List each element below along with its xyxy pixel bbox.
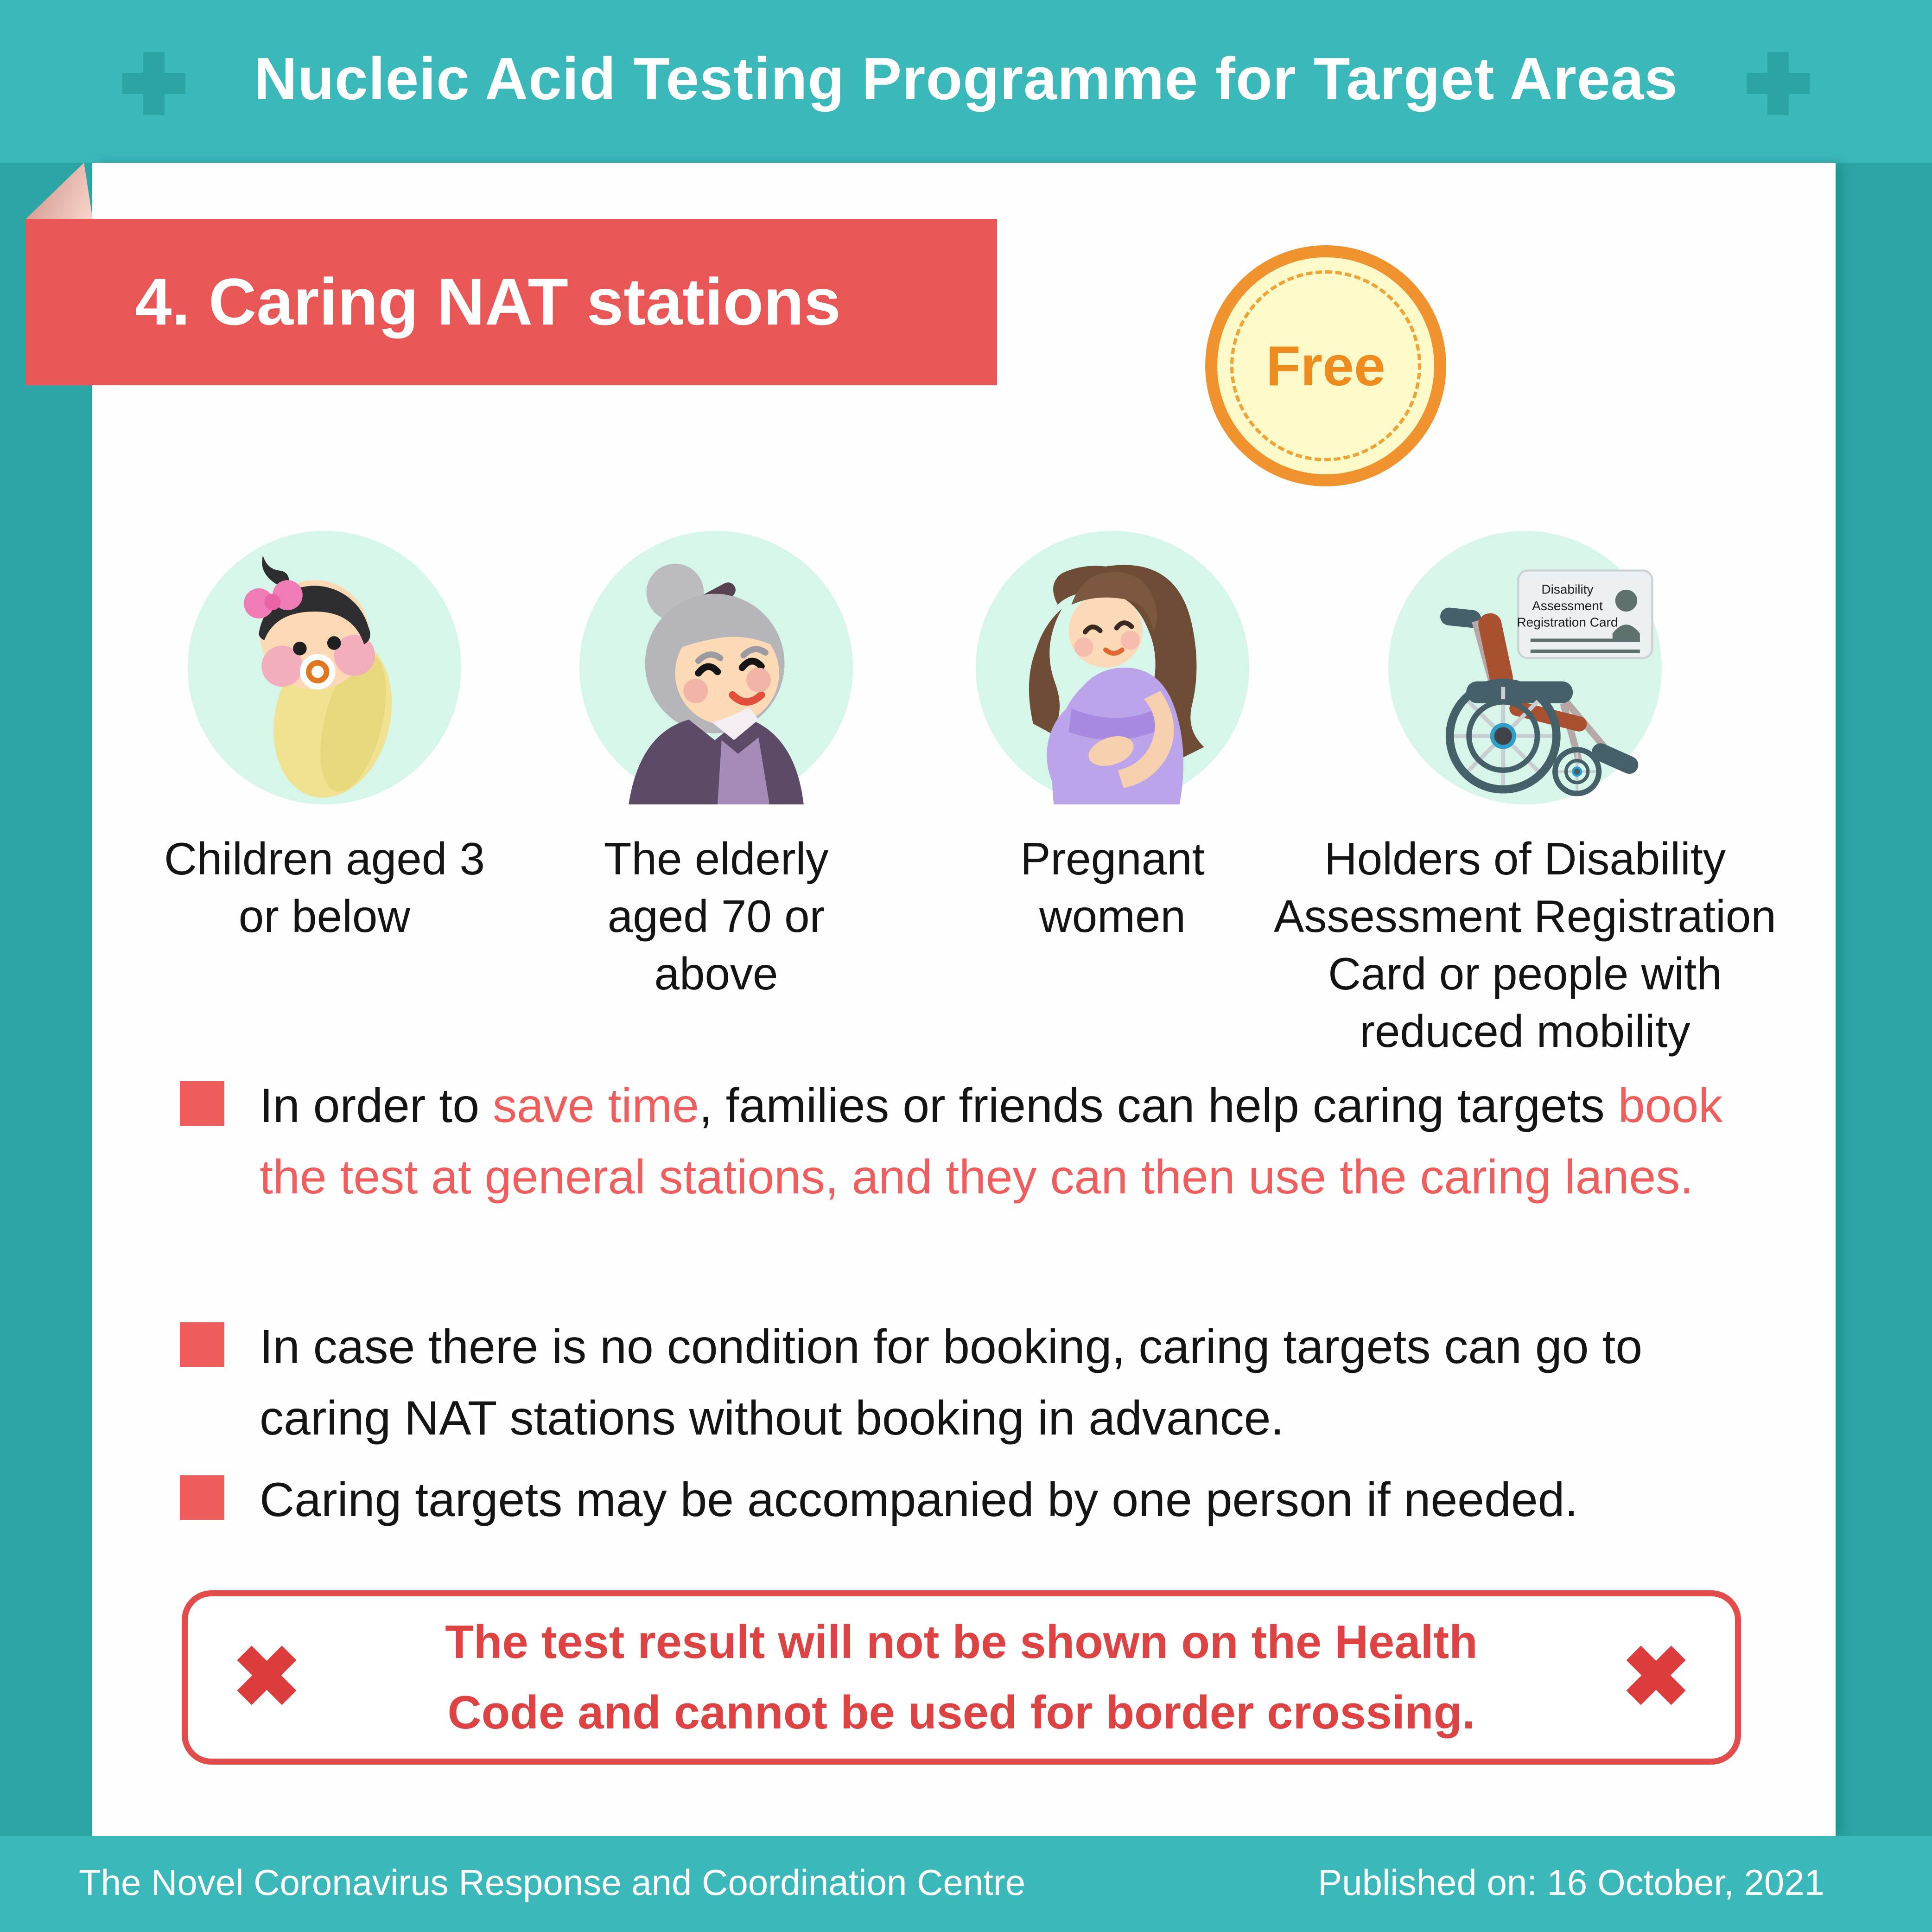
warning-line: The test result will not be shown on the Health <box>445 1616 1478 1668</box>
pregnant-icon <box>976 531 1249 804</box>
card-line: Assessment <box>1532 599 1603 613</box>
x-mark-icon: ✖ <box>232 1631 302 1724</box>
icon-label-disability <box>1258 830 1792 1060</box>
elderly-icon <box>579 531 853 804</box>
free-badge-dashed-ring <box>1230 270 1421 461</box>
bullet-item <box>260 1070 1748 1213</box>
card-line: Disability <box>1541 582 1594 597</box>
label-line: Pregnant <box>1020 833 1205 884</box>
wheelchair-icon <box>1388 531 1662 804</box>
page-title: Nucleic Acid Testing Programme for Target Areas <box>254 45 1678 112</box>
bullet-segment-highlight: save time <box>492 1079 699 1133</box>
label-line: Assessment Registration <box>1274 891 1776 942</box>
label-line: Children aged 3 <box>164 833 485 884</box>
label-line: or below <box>238 891 411 942</box>
footer-organisation: The Novel Coronavirus Response and Coordination Centre <box>79 1862 1026 1903</box>
bullet-item <box>260 1464 1748 1536</box>
label-line: above <box>654 948 778 999</box>
label-line: The elderly <box>604 833 829 884</box>
bullet-segment: In order to <box>260 1079 493 1133</box>
bullet-item <box>260 1311 1748 1454</box>
icon-label-children <box>104 830 545 945</box>
bullet-segment: Caring targets may be accompanied by one person if needed. <box>260 1473 1578 1527</box>
disability-card <box>1517 571 1652 658</box>
label-line: Holders of Disability <box>1324 833 1726 884</box>
warning-line: Code and cannot be used for border crossing. <box>447 1687 1475 1739</box>
bullet-square <box>180 1322 224 1367</box>
bullet-segment: In case there is no condition for booking, caring targets can go to caring NAT stations without booking in advance. <box>260 1320 1643 1445</box>
label-line: reduced mobility <box>1360 1006 1690 1057</box>
label-line: Card or people with <box>1328 948 1722 999</box>
label-line: women <box>1039 891 1186 942</box>
bullet-square <box>180 1475 224 1520</box>
warning-text <box>445 1607 1478 1748</box>
footer-published-date: Published on: 16 October, 2021 <box>1318 1862 1824 1903</box>
free-badge <box>1205 245 1446 486</box>
bullet-square <box>180 1081 224 1126</box>
folded-corner <box>25 163 93 219</box>
card-line: Registration Card <box>1517 615 1618 630</box>
label-line: aged 70 or <box>607 891 825 942</box>
baby-icon <box>188 531 461 804</box>
section-banner <box>25 219 997 385</box>
free-badge-label: Free <box>1266 334 1385 397</box>
section-title: 4. Caring NAT stations <box>135 265 841 339</box>
bullet-segment-highlight: book the test at general stations, and they can then use the caring lanes. <box>260 1079 1723 1204</box>
icon-label-elderly <box>496 830 936 1002</box>
x-mark-icon: ✖ <box>1621 1631 1691 1724</box>
bullet-segment: , families or friends can help caring targets <box>699 1079 1618 1133</box>
warning-box <box>182 1590 1741 1765</box>
